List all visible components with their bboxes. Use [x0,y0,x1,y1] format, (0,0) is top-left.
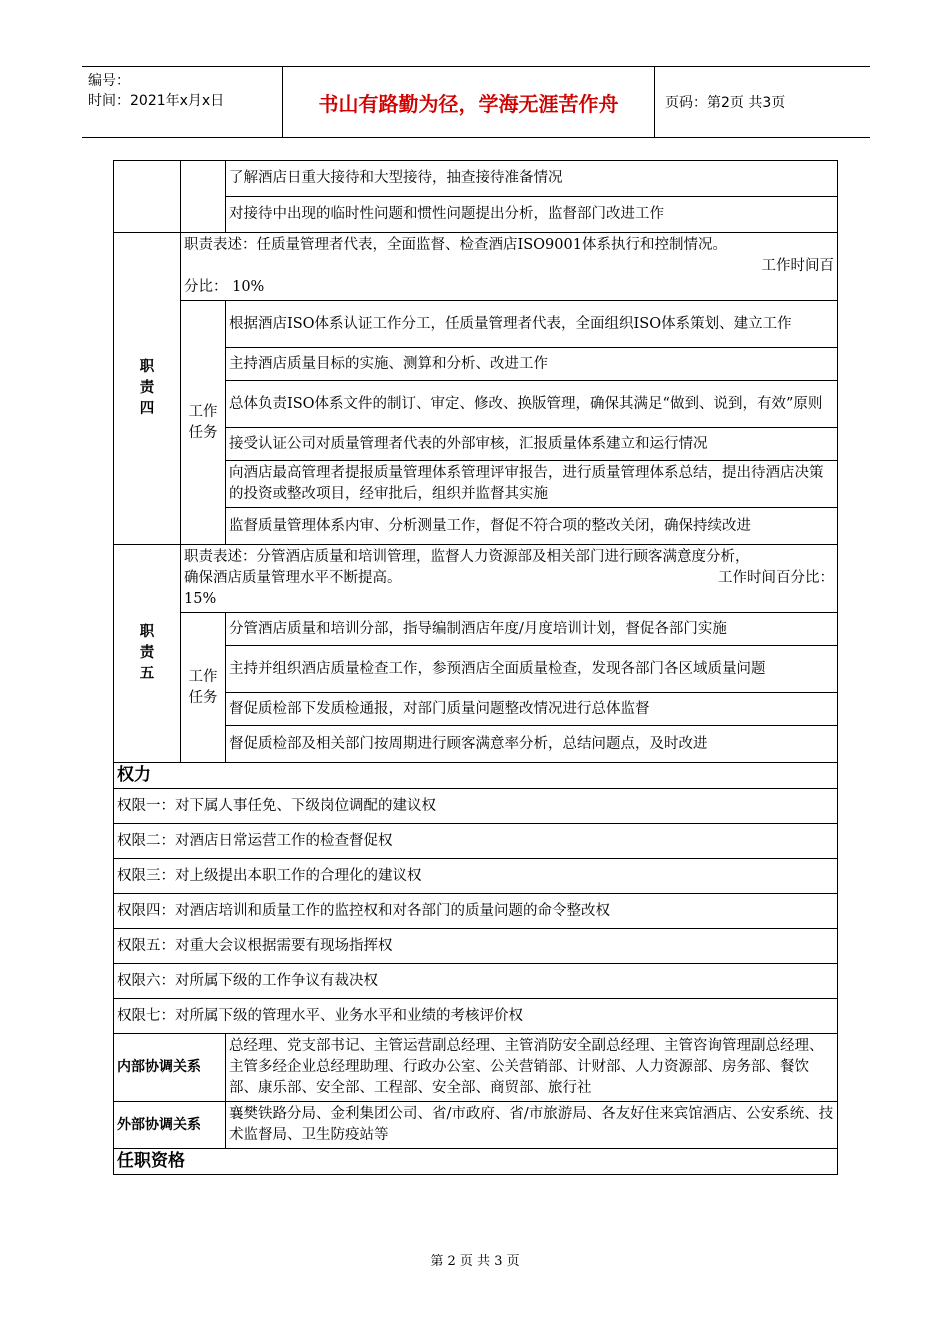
qualification-title: 任职资格 [114,1149,838,1175]
duty4-desc-row [114,233,838,301]
external-relations-row [114,1102,838,1149]
duty5-label: 职责五 [114,545,181,763]
authority-header-row [114,763,838,789]
authority-item: 权限一：对下属人事任免、下级岗位调配的建议权 [114,789,838,824]
authority-title: 权力 [114,763,838,789]
duty5-desc-row [114,545,838,613]
internal-relations-row [114,1034,838,1102]
header-meta [82,67,282,137]
duty3-task: 了解酒店日重大接待和大型接待，抽查接待准备情况 [226,161,838,197]
external-relations-label: 外部协调关系 [114,1102,226,1149]
external-relations-value: 襄樊铁路分局、金利集团公司、省/市政府、省/市旅游局、各友好住来宾馆酒店、公安系统、技术监督局、卫生防疫站等 [226,1102,838,1149]
job-description-table [113,160,838,1175]
duty3-label-cell [114,161,181,233]
duty3-row [114,161,838,197]
page-footer: 第 2 页 共 3 页 [430,1254,520,1269]
duty4-label: 职责四 [114,233,181,545]
document-number: 编号： [88,73,130,89]
duty5-task: 督促质检部及相关部门按周期进行顾客满意率分析，总结问题点，及时改进 [226,726,838,763]
duty5-task-row [114,613,838,646]
duty4-task: 总体负责ISO体系文件的制订、审定、修改、换版管理，确保其满足“做到、说到，有效”原则 [226,381,838,428]
duty5-description: 职责表述：分管酒店质量和培训管理，监督人力资源部及相关部门进行顾客满意度分析， 确保酒店质量管理水平不断提高。 工作时间百分比： 15% [181,545,838,613]
authority-item: 权限五：对重大会议根据需要有现场指挥权 [114,929,838,964]
duty5-task: 主持并组织酒店质量检查工作，参预酒店全面质量检查，发现各部门各区域质量问题 [226,646,838,693]
authority-item: 权限二：对酒店日常运营工作的检查督促权 [114,824,838,859]
duty5-task-label: 工作任务 [181,613,226,763]
duty4-task: 接受认证公司对质量管理者代表的外部审核，汇报质量体系建立和运行情况 [226,428,838,461]
internal-relations-label: 内部协调关系 [114,1034,226,1102]
authority-item: 权限七：对所属下级的管理水平、业务水平和业绩的考核评价权 [114,999,838,1034]
document-date: 时间：2021年x月x日 [88,93,225,109]
duty4-task: 向酒店最高管理者提报质量管理体系管理评审报告，进行质量管理体系总结，提出待酒店决策的投资或整改项目，经审批后，组织并监督其实施 [226,461,838,508]
duty4-task: 根据酒店ISO体系认证工作分工，任质量管理者代表，全面组织ISO体系策划、建立工作 [226,301,838,348]
qualification-header-row [114,1149,838,1175]
page-header [82,66,870,138]
duty4-task-row [114,301,838,348]
duty5-task: 督促质检部下发质检通报，对部门质量问题整改情况进行总体监督 [226,693,838,726]
header-page-info: 页码：第2页 共3页 [665,95,786,111]
duty3-task: 对接待中出现的临时性问题和惯性问题提出分析，监督部门改进工作 [226,197,838,233]
internal-relations-value: 总经理、党支部书记、主管运营副总经理、主管消防安全副总经理、主管咨询管理副总经理、主管多经企业总经理助理、行政办公室、公关营销部、计财部、人力资源部、房务部、餐饮部、康乐部、安全部、工程部、安全部、商贸部、旅行社 [226,1034,838,1102]
authority-item: 权限六：对所属下级的工作争议有裁决权 [114,964,838,999]
duty5-task: 分管酒店质量和培训分部，指导编制酒店年度/月度培训计划，督促各部门实施 [226,613,838,646]
duty4-description: 职责表述：任质量管理者代表，全面监督、检查酒店ISO9001体系执行和控制情况。 工作时间百 分比： 10% [181,233,838,301]
duty4-task: 监督质量管理体系内审、分析测量工作，督促不符合项的整改关闭，确保持续改进 [226,508,838,545]
header-motto: 书山有路勤为径，学海无涯苦作舟 [282,67,655,137]
duty4-task: 主持酒店质量目标的实施、测算和分析、改进工作 [226,348,838,381]
duty4-task-label: 工作任务 [181,301,226,545]
authority-item: 权限四：对酒店培训和质量工作的监控权和对各部门的质量问题的命令整改权 [114,894,838,929]
duty3-task-label-cell [181,161,226,233]
authority-item: 权限三：对上级提出本职工作的合理化的建议权 [114,859,838,894]
